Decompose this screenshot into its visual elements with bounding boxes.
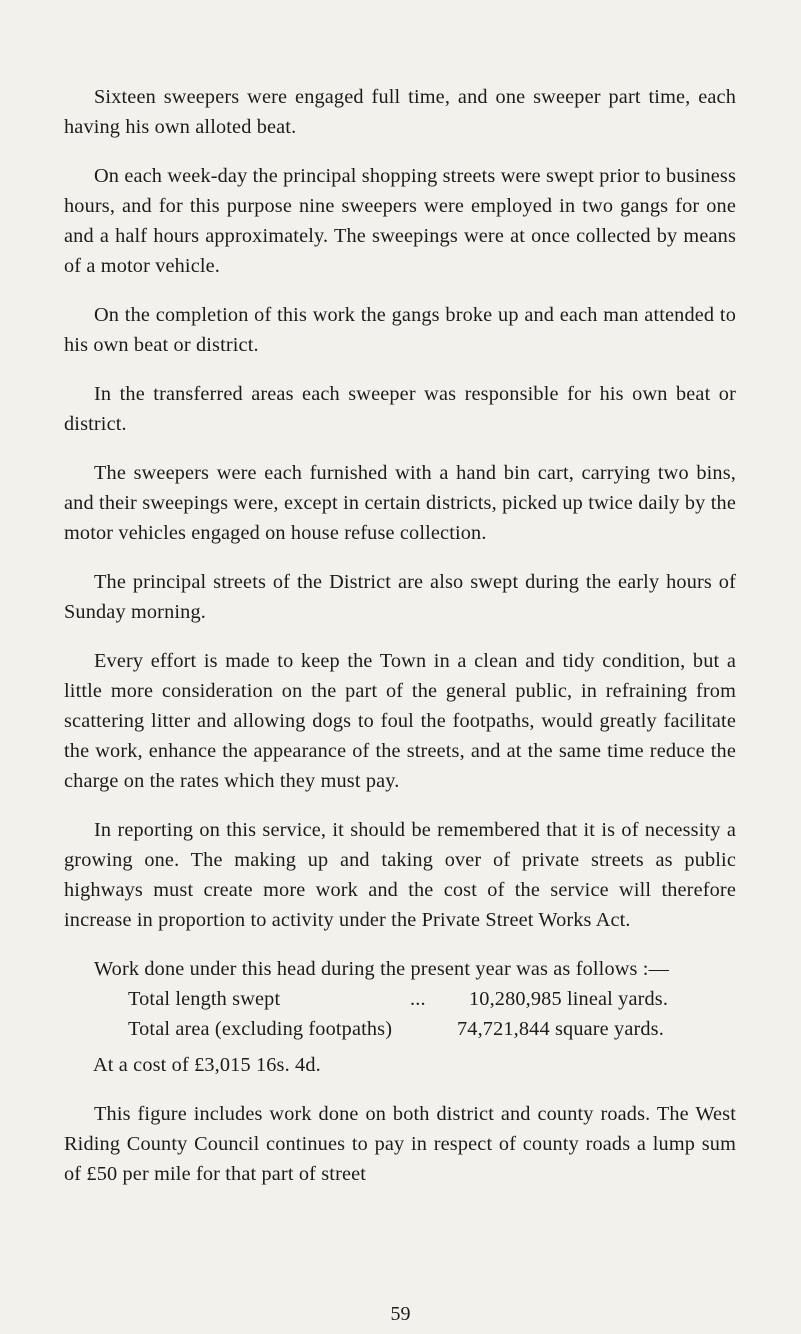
paragraph-work-done: Work done under this head during the present year was as follows :— — [94, 958, 670, 980]
length-swept-value: 10,280,985 lineal yards. — [469, 988, 669, 1010]
paragraph-sunday-morning: The principal streets of the District are also swept during the early hours of Sunday morning. — [64, 571, 736, 623]
paragraph-shopping-streets: On each week-day the principal shopping streets were swept prior to business hours, and for this purpose nine sweepers were employed in two gangs for one and a half hours approximately. The sweepings were at once collected by means of a motor vehicle. — [64, 165, 736, 277]
work-table — [64, 984, 736, 1044]
paragraph-hand-bin-cart: The sweepers were each furnished with a hand bin cart, carrying two bins, and their sweepings were, except in certain districts, picked up twice daily by the motor vehicles engaged on house refuse collection. — [64, 462, 736, 544]
page-number: 59 — [390, 1303, 411, 1325]
document-page — [64, 82, 736, 1208]
table-row-total-area — [64, 1014, 736, 1044]
paragraph-reporting-service: In reporting on this service, it should be remembered that it is of necessity a growing one. The making up and taking over of private streets as public highways must create more work and the cost of the service will therefore increase in proportion to activity under the Private Street Works Act. — [64, 819, 736, 931]
table-row-length-swept — [64, 984, 736, 1014]
paragraph-sweepers-engaged: Sixteen sweepers were engaged full time, and one sweeper part time, each having his own alloted beat. — [64, 86, 736, 138]
paragraph-closing: This figure includes work done on both district and county roads. The West Riding County Council continues to pay in respect of county roads a lump sum of £50 per mile for that part of street — [64, 1103, 736, 1185]
total-area-label: Total area (excluding footpaths) — [128, 1018, 393, 1040]
paragraph-every-effort: Every effort is made to keep the Town in a clean and tidy condition, but a little more consideration on the part of the general public, in refraining from scattering litter and allowing dogs to foul the footpaths, would greatly facilitate the work, enhance the appearance of the streets, and at the same time reduce the charge on the rates which they must pay. — [64, 650, 736, 792]
length-swept-label: Total length swept — [128, 988, 281, 1010]
paragraph-gangs-broke-up: On the completion of this work the gangs broke up and each man attended to his own beat or district. — [64, 304, 736, 356]
cost-line: At a cost of £3,015 16s. 4d. — [93, 1054, 321, 1076]
total-area-value: 74,721,844 square yards. — [457, 1018, 664, 1040]
leader-dots: ... — [410, 988, 426, 1010]
paragraph-transferred-areas: In the transferred areas each sweeper was responsible for his own beat or district. — [64, 383, 736, 435]
